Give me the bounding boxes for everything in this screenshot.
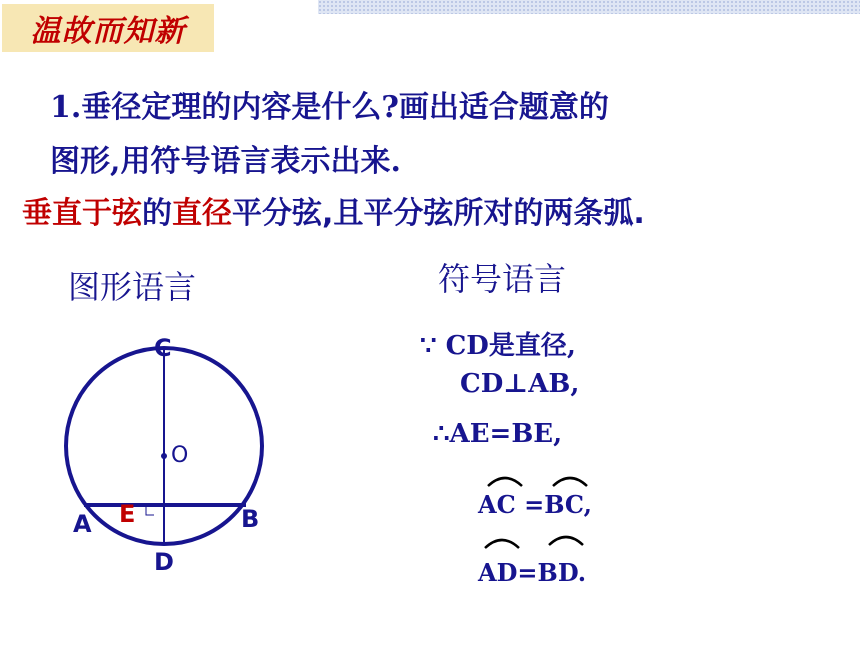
- question-line-2: 图形,用符号语言表示出来.: [50, 144, 401, 179]
- because-symbol: ∵: [420, 331, 437, 361]
- label-a: A: [73, 510, 92, 538]
- theorem-part-bisects-chord: 平分弦,: [232, 196, 334, 231]
- label-o: O: [171, 443, 189, 468]
- label-e: E: [119, 500, 136, 528]
- arc-mark-bd: [549, 537, 583, 545]
- question-line-1: 1.垂径定理的内容是什么?画出适合题意的: [50, 90, 609, 125]
- arc-ac-equals-bc: AC =BC,: [478, 490, 592, 519]
- symbolic-language-heading: 符号语言: [438, 260, 567, 298]
- cd-perpendicular-ab: CD⊥AB,: [460, 369, 580, 399]
- label-c: C: [154, 334, 172, 362]
- section-badge: 温故而知新: [2, 4, 214, 52]
- figure-language-heading: 图形语言: [68, 268, 197, 306]
- therefore-symbol: ∴: [433, 419, 450, 449]
- because-statement: [420, 325, 576, 362]
- arc-mark-ad: [485, 540, 519, 548]
- theorem-part-perpendicular: 垂直于弦: [22, 196, 142, 231]
- theorem-part-de: 的: [142, 196, 172, 231]
- arc-mark-bc: [553, 478, 587, 486]
- ae-equals-be: AE=BE,: [449, 419, 563, 449]
- arc-mark-ac: [488, 478, 522, 486]
- label-d: D: [154, 548, 174, 576]
- arc-ad-equals-bd: AD=BD.: [478, 558, 587, 587]
- label-b: B: [241, 505, 260, 533]
- theorem-part-period: .: [633, 196, 645, 231]
- therefore-statement: [433, 419, 562, 449]
- theorem-part-bisects-arcs: 且平分弦所对的两条弧: [333, 196, 634, 231]
- theorem-part-diameter: 直径: [172, 196, 232, 231]
- cd-diameter-text: CD是直径,: [445, 331, 576, 361]
- center-point-o: [161, 453, 167, 459]
